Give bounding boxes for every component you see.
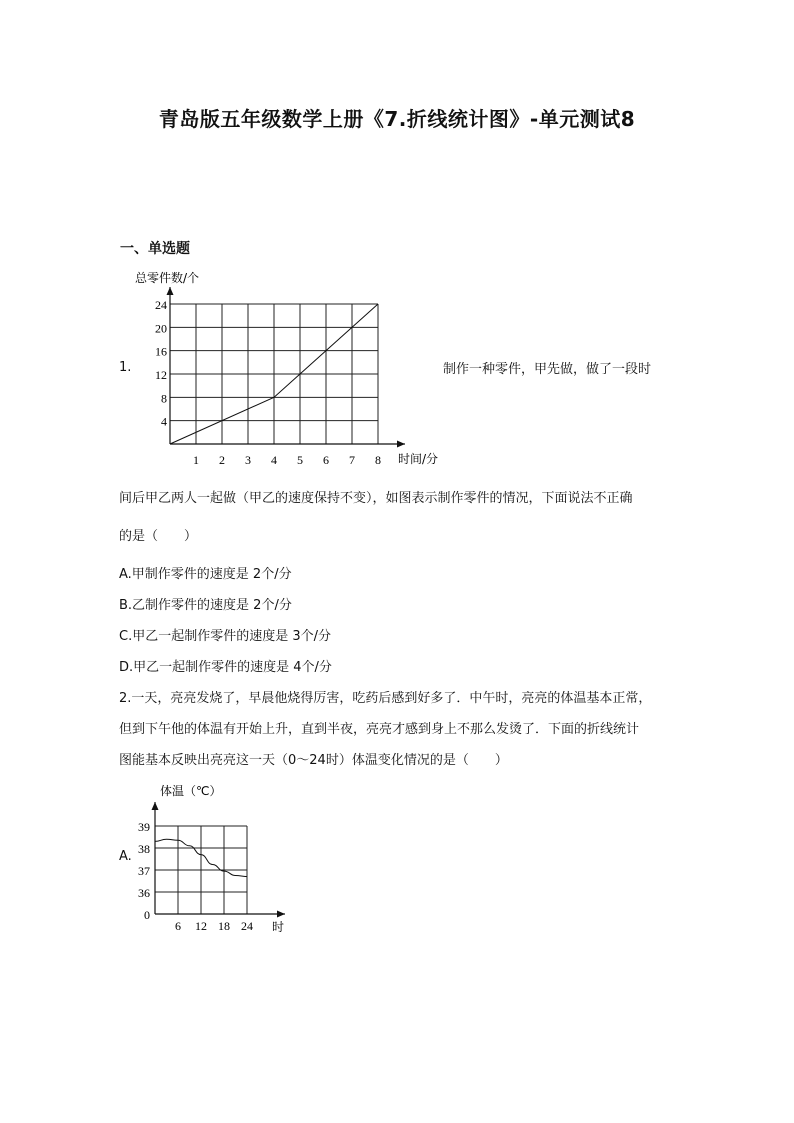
chart1-xtick-label: 8 — [375, 453, 381, 467]
chart2-xtick-label: 6 — [175, 919, 181, 933]
chart2-xlabel: 时 — [272, 920, 285, 934]
chart1-axes — [167, 287, 406, 448]
chart1-xtick-label: 1 — [193, 453, 199, 467]
chart1-yticks — [155, 298, 167, 429]
chart1-parts-over-time — [130, 262, 460, 472]
chart2-ytick-label: 37 — [138, 864, 150, 878]
chart1-xtick-label: 5 — [297, 453, 303, 467]
chart2-xtick-label: 12 — [195, 919, 207, 933]
chart2-yticks — [138, 820, 150, 922]
chart2-ytick-label: 38 — [138, 842, 150, 856]
chart2-xtick-label: 24 — [241, 919, 253, 933]
chart1-xtick-label: 7 — [349, 453, 355, 467]
chart2-ylabel: 体温（℃） — [160, 784, 222, 798]
q1-text-right: 制作一种零件，甲先做，做了一段时 — [443, 362, 652, 377]
q1-text-line3: 的是（ ） — [119, 529, 198, 544]
chart2-temperature — [130, 778, 300, 938]
q2-text-line2: 但到下午他的体温有开始上升，直到半夜，亮亮才感到身上不那么发烫了．下面的折线统计 — [119, 722, 640, 737]
chart1-ytick-label: 4 — [161, 414, 167, 429]
q1-option-d[interactable]: D.甲乙一起制作零件的速度是 4个/分 — [119, 660, 332, 675]
chart1-x-axis-arrow — [397, 441, 405, 448]
chart2-x-axis-arrow — [277, 911, 285, 918]
chart1-ytick-label: 24 — [155, 298, 167, 312]
chart2-ytick-label: 36 — [138, 886, 150, 900]
q1-option-c[interactable]: C.甲乙一起制作零件的速度是 3个/分 — [119, 629, 331, 644]
chart2-ytick-label: 0 — [144, 908, 150, 922]
q1-number: 1. — [119, 360, 132, 375]
q1-option-a[interactable]: A.甲制作零件的速度是 2个/分 — [119, 567, 292, 582]
chart1-ytick-label: 20 — [155, 321, 167, 336]
chart1-ytick-label: 16 — [155, 344, 167, 359]
page-title: 青岛版五年级数学上册《7.折线统计图》-单元测试8 — [158, 107, 636, 131]
chart1-y-axis-arrow — [167, 287, 174, 295]
chart1-ytick-label: 12 — [155, 368, 167, 382]
q1-option-b[interactable]: B.乙制作零件的速度是 2个/分 — [119, 598, 292, 613]
chart1-ylabel: 总零件数/个 — [135, 271, 200, 285]
chart2-xticks — [175, 919, 253, 933]
chart2-ytick-label: 39 — [138, 820, 150, 834]
chart1-xtick-label: 6 — [323, 453, 329, 467]
chart1-xtick-label: 2 — [219, 453, 225, 467]
chart1-xtick-label: 3 — [245, 453, 251, 467]
q1-text-line2: 间后甲乙两人一起做（甲乙的速度保持不变），如图表示制作零件的情况，下面说法不正确 — [119, 491, 633, 506]
chart1-grid — [170, 304, 378, 444]
q2-text-line1: 2.一天，亮亮发烧了，早晨他烧得厉害，吃药后感到好多了．中午时，亮亮的体温基本正常， — [119, 691, 652, 706]
q2-option-a-label[interactable]: A. — [119, 849, 132, 864]
chart1-ytick-label: 8 — [161, 391, 167, 406]
chart2-y-axis-arrow — [152, 802, 159, 810]
chart2-axes — [152, 802, 286, 918]
chart2-xtick-label: 18 — [218, 919, 230, 933]
q2-text-line3: 图能基本反映出亮亮这一天（0～24时）体温变化情况的是（ ） — [119, 753, 508, 768]
section-heading: 一、单选题 — [120, 241, 190, 257]
chart1-xticks — [193, 453, 381, 467]
chart1-xlabel: 时间/分 — [398, 452, 439, 466]
chart1-xtick-label: 4 — [271, 453, 277, 467]
